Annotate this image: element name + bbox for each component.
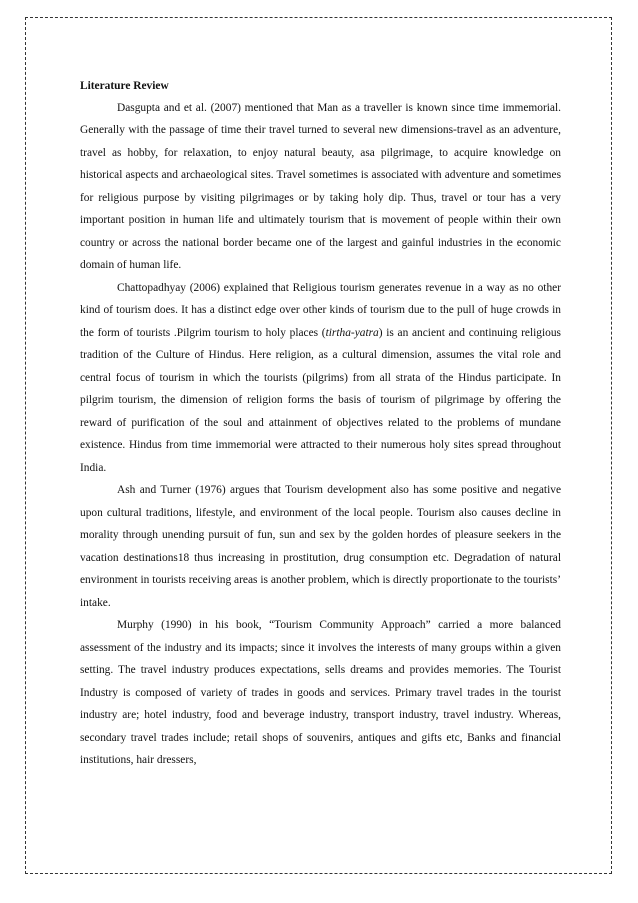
paragraph-chattopadhyay <box>80 277 561 480</box>
paragraph-dasgupta: Dasgupta and et al. (2007) mentioned that Man as a traveller is known since time immemorial. Generally with the passage of time their travel turned to several new dimensions-travel as an adventure, travel as hobby, for relaxation, to enjoy natural beauty, asa pilgrimage, to acquire knowledge on historical aspects and archaeological sites. Travel sometimes is associated with adventure and sometimes for religious purpose by visiting pilgrimages or by taking holy dip. Thus, travel or tour has a very important position in human life and ultimately tourism that is movement of people within their own country or across the national border became one of the largest and gainful industries in the economic domain of human life. <box>80 101 561 271</box>
paragraph-ash-turner: Ash and Turner (1976) argues that Tourism development also has some positive and negative upon cultural traditions, lifestyle, and environment of the local people. Tourism also causes decline in morality through unending pursuit of fun, sun and sex by the golden hordes of pleasure seekers in the vacation destinations18 thus increasing in prostitution, drug consumption etc. Degradation of natural environment in tourists receiving areas is another problem, which is directly proportionate to the tourists’ intake. <box>80 484 561 609</box>
paragraph-murphy: Murphy (1990) in his book, “Tourism Community Approach” carried a more balanced assessment of the industry and its impacts; since it involves the interests of many groups within a given setting. The travel industry produces expectations, sells dreams and provides memories. The Tourist Industry is composed of variety of trades in goods and services. Primary travel trades in the tourist industry are; hotel industry, food and beverage industry, transport industry, travel industry. Whereas, secondary travel trades include; retail shops of souvenirs, antiques and gifts etc, Banks and financial institutions, hair dressers, <box>80 619 561 766</box>
section-heading: Literature Review <box>80 80 169 92</box>
paragraph-text-after: ) is an ancient and continuing religious tradition of the Culture of Hindus. Here religion, as a cultural dimension, assumes the vital role and central focus of tourism in which the tourists (pilgrims) from all strata of the Hindus participate. In pilgrim tourism, the dimension of religion forms the basis of tourism of pilgrimage by offering the reward of purification of the soul and attainment of objectives related to the problems of mundane existence. Hindus from time immemorial were attracted to their numerous holy sites spread throughout India. <box>80 326 561 474</box>
paragraph-text-before: Chattopadhyay (2006) explained that Religious tourism generates revenue in a way as no other kind of tourism does. It has a distinct edge over other kinds of tourism due to the pull of huge crowds in the form of tourists .Pilgrim tourism to holy places ( <box>80 281 561 339</box>
document-body <box>80 76 561 772</box>
italic-term: tirtha-yatra <box>325 326 379 339</box>
